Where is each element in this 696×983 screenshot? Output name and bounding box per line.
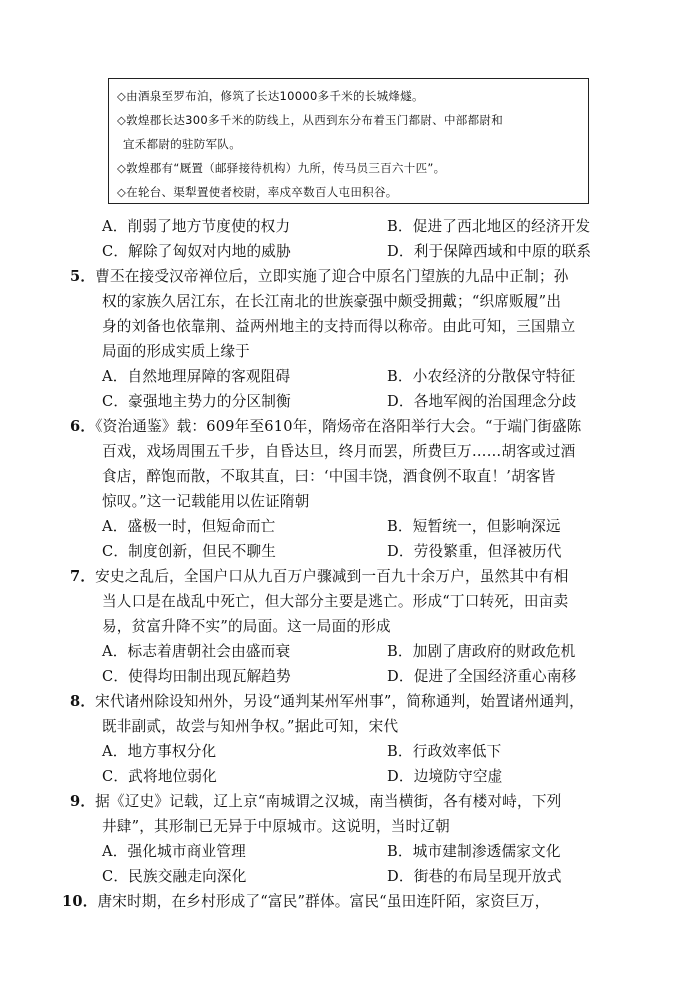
option-a: A．盛极一时，但短命而亡 xyxy=(102,518,276,535)
options-row xyxy=(70,214,655,239)
question-line: 曹丕在接受汉帝禅位后，立即实施了迎合中原名门望族的九品中正制；孙 xyxy=(95,268,569,285)
question-number: 9． xyxy=(70,793,96,810)
question-line: 易，贫富升降不实”的局面。这一局面的形成 xyxy=(102,618,391,635)
options-row xyxy=(70,839,655,864)
question-line: 局面的形成实质上缘于 xyxy=(102,343,250,360)
box-line: ◇敦煌郡长达300多千米的防线上，从西到东分布着玉门都尉、中部都尉和 xyxy=(117,113,503,127)
option-a: A．地方事权分化 xyxy=(102,743,217,760)
option-b: B．加剧了唐政府的财政危机 xyxy=(387,643,576,660)
question-line: 井肆”，其形制已无异于中原城市。这说明，当时辽朝 xyxy=(102,818,450,835)
question-6 xyxy=(70,414,655,439)
question-number: 7． xyxy=(70,568,96,585)
option-b: B．短暂统一，但影响深远 xyxy=(387,518,561,535)
question-10 xyxy=(62,889,655,914)
option-a: A．自然地理屏障的客观阻碍 xyxy=(102,368,291,385)
question-line: 《资治通鉴》载：609年至610年，隋炀帝在洛阳举行大会。“于端门街盛陈 xyxy=(95,418,582,435)
question-line: 惊叹。”这一记载能用以佐证隋朝 xyxy=(102,493,310,510)
option-c: C．使得均田制出现瓦解趋势 xyxy=(102,668,291,685)
question-line: 唐宋时期，在乡村形成了“富民”群体。富民“虽田连阡陌，家资巨万， xyxy=(97,893,550,910)
question-line: 权的家族久居江东，在长江南北的世族豪强中颇受拥戴；“织席贩履”出 xyxy=(102,293,562,310)
question-line: 既非副贰，故尝与知州争权。”据此可知，宋代 xyxy=(102,718,399,735)
options-row xyxy=(70,764,655,789)
question-number: 5． xyxy=(70,268,96,285)
option-c: C．制度创新，但民不聊生 xyxy=(102,543,277,560)
box-line: ◇由酒泉至罗布泊，修筑了长达10000多千米的长城烽燧。 xyxy=(117,89,424,103)
option-a: A．削弱了地方节度使的权力 xyxy=(102,218,291,235)
question-8 xyxy=(70,689,655,714)
option-d: D．边境防守空虚 xyxy=(387,768,503,785)
question-line: 百戏，戏场周围五千步，自昏达旦，终月而罢，所费巨万……胡客或过酒 xyxy=(102,443,576,460)
options-row xyxy=(70,639,655,664)
box-line: 宜禾都尉的驻防军队。 xyxy=(123,137,241,151)
question-line: 宋代诸州除设知州外，另设“通判某州军州事”，简称通判，始置诸州通判， xyxy=(95,693,584,710)
box-line: ◇敦煌郡有“厩置（邮驿接待机构）九所，传马员三百六十匹”。 xyxy=(117,161,446,175)
question-number: 10． xyxy=(62,893,98,910)
source-material-box xyxy=(108,78,589,204)
options-row xyxy=(70,389,655,414)
option-c: C．武将地位弱化 xyxy=(102,768,217,785)
options-row xyxy=(70,664,655,689)
option-b: B．行政效率低下 xyxy=(387,743,502,760)
option-a: A．标志着唐朝社会由盛而衰 xyxy=(102,643,291,660)
question-line: 当人口是在战乱中死亡，但大部分主要是逃亡。形成“丁口转死，田亩卖 xyxy=(102,593,569,610)
options-row xyxy=(70,514,655,539)
option-d: D．促进了全国经济重心南移 xyxy=(387,668,577,685)
question-line: 据《辽史》记载，辽上京“南城谓之汉城，南当横街，各有楼对峙，下列 xyxy=(95,793,562,810)
options-row xyxy=(70,364,655,389)
box-line: ◇在轮台、渠犁置使者校尉，率戍卒数百人屯田积谷。 xyxy=(117,185,398,199)
question-line: 身的刘备也依靠荆、益两州地主的支持而得以称帝。由此可知，三国鼎立 xyxy=(102,318,576,335)
option-c: C．解除了匈奴对内地的威胁 xyxy=(102,243,291,260)
question-7 xyxy=(70,564,655,589)
option-d: D．利于保障西域和中原的联系 xyxy=(387,243,592,260)
option-d: D．劳役繁重，但泽被历代 xyxy=(387,543,562,560)
option-a: A．强化城市商业管理 xyxy=(102,843,246,860)
option-d: D．街巷的布局呈现开放式 xyxy=(387,868,562,885)
option-c: C．豪强地主势力的分区制衡 xyxy=(102,393,291,410)
question-number: 6． xyxy=(70,418,96,435)
options-row xyxy=(70,739,655,764)
options-row xyxy=(70,864,655,889)
option-b: B．城市建制渗透儒家文化 xyxy=(387,843,561,860)
questions xyxy=(62,214,655,914)
question-line: 食店，醉饱而散，不取其直，曰：‘中国丰饶，酒食例不取直！’胡客皆 xyxy=(102,468,556,485)
option-b: B．小农经济的分散保守特征 xyxy=(387,368,576,385)
question-line: 安史之乱后，全国户口从九百万户骤减到一百九十余万户，虽然其中有相 xyxy=(95,568,569,585)
options-row xyxy=(70,239,655,264)
options-row xyxy=(70,539,655,564)
question-number: 8． xyxy=(70,693,96,710)
option-d: D．各地军阀的治国理念分歧 xyxy=(387,393,577,410)
option-b: B．促进了西北地区的经济开发 xyxy=(387,218,591,235)
question-5 xyxy=(70,264,655,289)
question-9 xyxy=(70,789,655,814)
option-c: C．民族交融走向深化 xyxy=(102,868,247,885)
